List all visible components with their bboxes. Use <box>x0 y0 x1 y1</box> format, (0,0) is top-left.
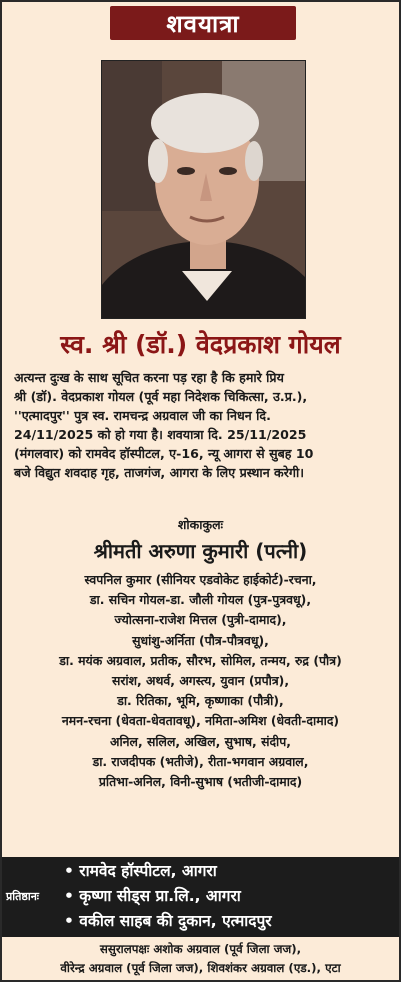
establishments-panel <box>2 857 399 937</box>
establishments-list <box>64 859 272 934</box>
deceased-name: स्व. श्री (डॉ.) वेदप्रकाश गोयल <box>60 330 341 359</box>
inlaws-text <box>2 940 399 978</box>
announcement-line: बजे विद्युत शवदाह गृह, ताजगंज, आगरा के लिए प्रस्थान करेगी। <box>14 465 305 480</box>
portrait-photo <box>101 60 306 319</box>
inlaws-line: वीरेन्द्र अग्रवाल (पूर्व जिला जज), शिवशंकर अग्रवाल (एड.), एटा <box>60 961 341 975</box>
announcement-line: ''एत्मादपुर'' पुत्र स्व. रामचन्द्र अग्रवाल जी का निधन दि. <box>14 408 271 423</box>
announcement-line: अत्यन्त दुःख के साथ सूचित करना पड़ रहा है कि हमारे प्रिय <box>14 370 284 385</box>
mourners-heading: शोकाकुलः <box>177 517 224 532</box>
mourners-line: स्वपनिल कुमार (सीनियर एडवोकेट हाईकोर्ट)-रचना, <box>84 572 317 587</box>
announcement-line: श्री (डॉ). वेदप्रकाश गोयल (पूर्व महा निदेशक चिकित्सा, उ.प्र.), <box>14 389 308 404</box>
mourners-line: सरांश, अथर्व, अगस्त्य, युवान (प्रपौत्र), <box>111 673 290 689</box>
widow-name: श्रीमती अरुणा कुमारी (पत्नी) <box>93 539 308 563</box>
mourners-list <box>6 570 395 792</box>
announcement-line: (मंगलवार) को रामवेद हॉस्पीटल, ए-16, न्यू आगरा से सुबह 10 <box>14 446 314 461</box>
announcement-text <box>14 368 389 482</box>
establishment-item: • वकील साहब की दुकान, एत्मादपुर <box>64 912 272 930</box>
mourners-line: डा. सचिन गोयल-डा. जौली गोयल (पुत्र-पुत्रवधू), <box>89 592 312 608</box>
establishments-label: प्रतिष्ठानः <box>6 890 40 903</box>
establishment-item: • रामवेद हॉस्पीटल, आगरा <box>64 862 217 880</box>
establishment-item: • कृष्णा सीड्स प्रा.लि., आगरा <box>64 887 241 905</box>
mourners-line: डा. राजदीपक (भतीजे), रीता-भगवान अग्रवाल, <box>92 753 309 769</box>
mourners-line: डा. मयंक अग्रवाल, प्रतीक, सौरभ, सोमिल, तन्मय, रुद्र (पौत्र) <box>59 652 342 668</box>
mourners-line: प्रतिभा-अनिल, विनी-सुभाष (भतीजी-दामाद) <box>98 774 303 790</box>
page-title: शवयात्रा <box>110 6 296 40</box>
inlaws-line: ससुरालपक्षः अशोक अग्रवाल (पूर्व जिला जज), <box>99 942 302 956</box>
mourners-line: ज्योत्सना-राजेश मित्तल (पुत्री-दामाद), <box>114 612 287 628</box>
announcement-line: 24/11/2025 को हो गया है। शवयात्रा दि. 25/11/2025 <box>14 427 307 442</box>
mourners-line: अनिल, सलिल, अखिल, सुभाष, संदीप, <box>109 733 291 749</box>
mourners-line: डा. रितिका, भूमि, कृष्णाका (पौत्री), <box>117 693 284 709</box>
mourners-line: सुधांशु-अर्निता (पौत्र-पौत्रवधू), <box>132 632 269 648</box>
mourners-line: नमन-रचना (धेवता-धेवतावधू), नमिता-अमिश (धेवती-दामाद) <box>61 713 340 729</box>
